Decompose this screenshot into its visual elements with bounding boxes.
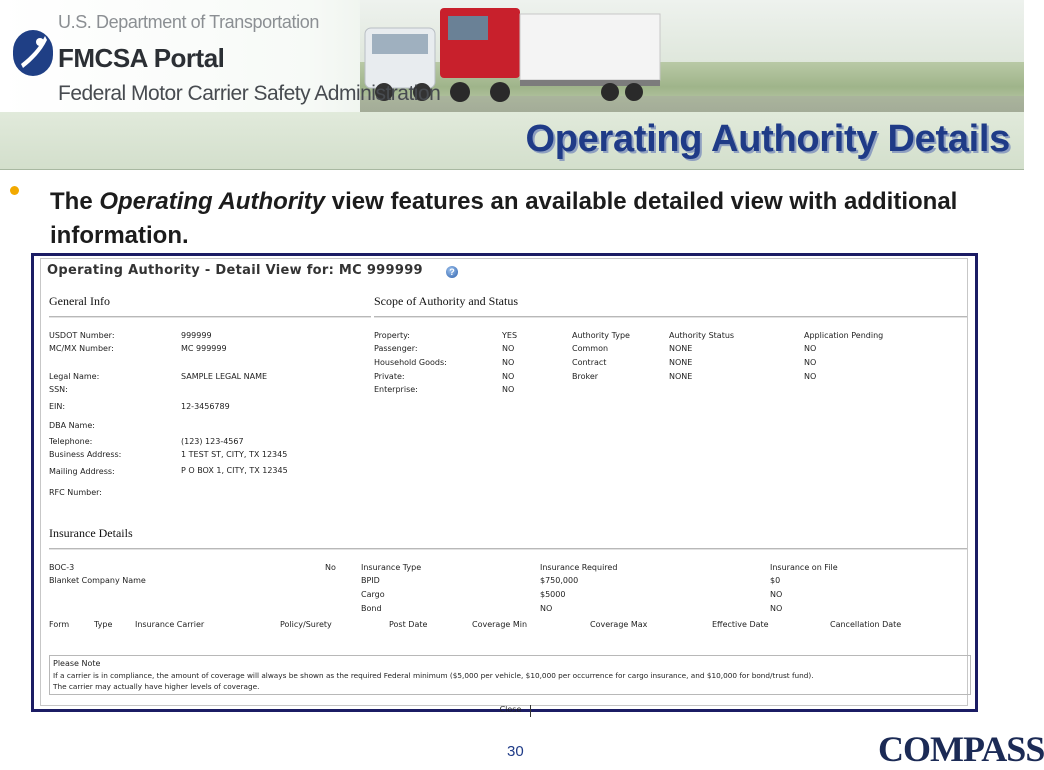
authority-cell: NO [804, 372, 817, 381]
scope-type-label: Property: [374, 331, 410, 340]
authority-cell: NONE [669, 358, 693, 367]
insurance-type-header: Insurance Type [361, 563, 422, 572]
page-number: 30 [507, 743, 524, 760]
insurance-required-header: Insurance Required [540, 563, 618, 572]
scope-type-value: NO [502, 344, 515, 353]
please-note-box [49, 655, 971, 695]
authority-cell: Broker [572, 372, 599, 381]
scope-type-value: NO [502, 358, 515, 367]
note-title: Please Note [53, 659, 101, 668]
insurance-rule [49, 548, 967, 550]
gi-value: P O BOX 1, CITY, TX 12345 [181, 466, 288, 475]
column-header: Insurance Carrier [135, 620, 205, 629]
column-header: Effective Date [712, 620, 769, 629]
bullet-emphasis: Operating Authority [99, 188, 326, 215]
gi-value: 999999 [181, 331, 212, 340]
gi-label: RFC Number: [49, 488, 102, 497]
detail-view-title: Operating Authority - Detail View for: MC 999999 [47, 263, 423, 278]
scope-heading: Scope of Authority and Status [374, 294, 518, 308]
authority-cell: NO [804, 344, 817, 353]
scope-type-label: Private: [374, 372, 405, 381]
detail-view-screenshot [31, 253, 978, 712]
gi-label: DBA Name: [49, 421, 95, 430]
question-icon[interactable]: ? [446, 266, 458, 278]
scope-type-value: NO [502, 372, 515, 381]
gi-label: EIN: [49, 402, 66, 411]
bullet-pre: The [50, 188, 100, 215]
gi-value: 1 TEST ST, CITY, TX 12345 [181, 450, 288, 459]
detail-view-panel [40, 258, 968, 714]
truck-wheel [450, 82, 470, 102]
note-line-2: The carrier may actually have higher levels of coverage. [53, 682, 260, 691]
scope-type-value: YES [502, 331, 518, 340]
general-info-heading: General Info [49, 294, 110, 308]
gi-label: Business Address: [49, 450, 122, 459]
scope-type-label: Passenger: [374, 344, 418, 353]
column-header: Coverage Min [472, 620, 528, 629]
column-header: Cancellation Date [830, 620, 902, 629]
column-header: Coverage Max [590, 620, 648, 629]
fmcsa-banner [0, 0, 1024, 112]
insurance-cell: $5000 [540, 590, 566, 599]
insurance-cell: $0 [770, 576, 781, 585]
authority-cell: NONE [669, 344, 693, 353]
trailer-wheel [625, 83, 643, 101]
gi-label: Legal Name: [49, 372, 100, 381]
gi-value: (123) 123-4567 [181, 437, 244, 446]
gi-value: 12-3456789 [181, 402, 230, 411]
column-header: Post Date [389, 620, 428, 629]
boc3-label: BOC-3 [49, 563, 75, 572]
department-name: U.S. Department of Transportation [58, 12, 319, 32]
insurance-cell: Bond [361, 604, 382, 613]
authority-type-header: Authority Type [572, 331, 630, 340]
insurance-on-file-header: Insurance on File [770, 563, 838, 572]
boc3-value: No [325, 563, 336, 572]
slide-title: Operating Authority Details [525, 118, 1010, 160]
scope-type-label: Household Goods: [374, 358, 447, 367]
blanket-company-label: Blanket Company Name [49, 576, 146, 585]
insurance-cell: NO [770, 604, 783, 613]
trailer-wheel [601, 83, 619, 101]
authority-cell: Common [572, 344, 609, 353]
scope-type-label: Enterprise: [374, 385, 418, 394]
compass-logo: COMPASS [878, 729, 1044, 769]
insurance-cell: BPID [361, 576, 380, 585]
authority-cell: NONE [669, 372, 693, 381]
insurance-heading: Insurance Details [49, 526, 133, 540]
note-line-1: If a carrier is in compliance, the amount of coverage will always be shown as the required Federal minimum ($5,000 per vehicle, $10,000 per occurrence for cargo insurance, and $10,000 for bond/trust fund). [53, 671, 814, 680]
truck-wheel [490, 82, 510, 102]
gi-label: SSN: [49, 385, 68, 394]
portal-name: FMCSA Portal [58, 43, 225, 73]
gi-value: MC 999999 [181, 344, 227, 353]
scope-rule [374, 316, 967, 318]
insurance-cell: $750,000 [540, 576, 579, 585]
agency-name: Federal Motor Carrier Safety Administration [58, 82, 441, 105]
insurance-cell: NO [540, 604, 553, 613]
authority-cell: NO [804, 358, 817, 367]
application-pending-header: Application Pending [804, 331, 884, 340]
authority-cell: Contract [572, 358, 607, 367]
general-info-rule [49, 316, 371, 318]
scope-type-value: NO [502, 385, 515, 394]
column-header: Form [49, 620, 70, 629]
gi-label: USDOT Number: [49, 331, 115, 340]
close-button[interactable]: Close [491, 705, 531, 717]
insurance-cell: Cargo [361, 590, 385, 599]
bullet-text [50, 185, 1000, 253]
authority-status-header: Authority Status [669, 331, 735, 340]
gi-label: Mailing Address: [49, 467, 115, 476]
column-header: Type [94, 620, 113, 629]
bullet-icon [10, 186, 19, 195]
gi-label: MC/MX Number: [49, 344, 114, 353]
column-header: Policy/Surety [280, 620, 332, 629]
usdot-logo-icon [13, 30, 53, 76]
bullet-post: view features an available detailed view with additional information. [50, 188, 958, 249]
insurance-cell: NO [770, 590, 783, 599]
gi-label: Telephone: [49, 437, 93, 446]
gi-value: SAMPLE LEGAL NAME [181, 372, 268, 381]
